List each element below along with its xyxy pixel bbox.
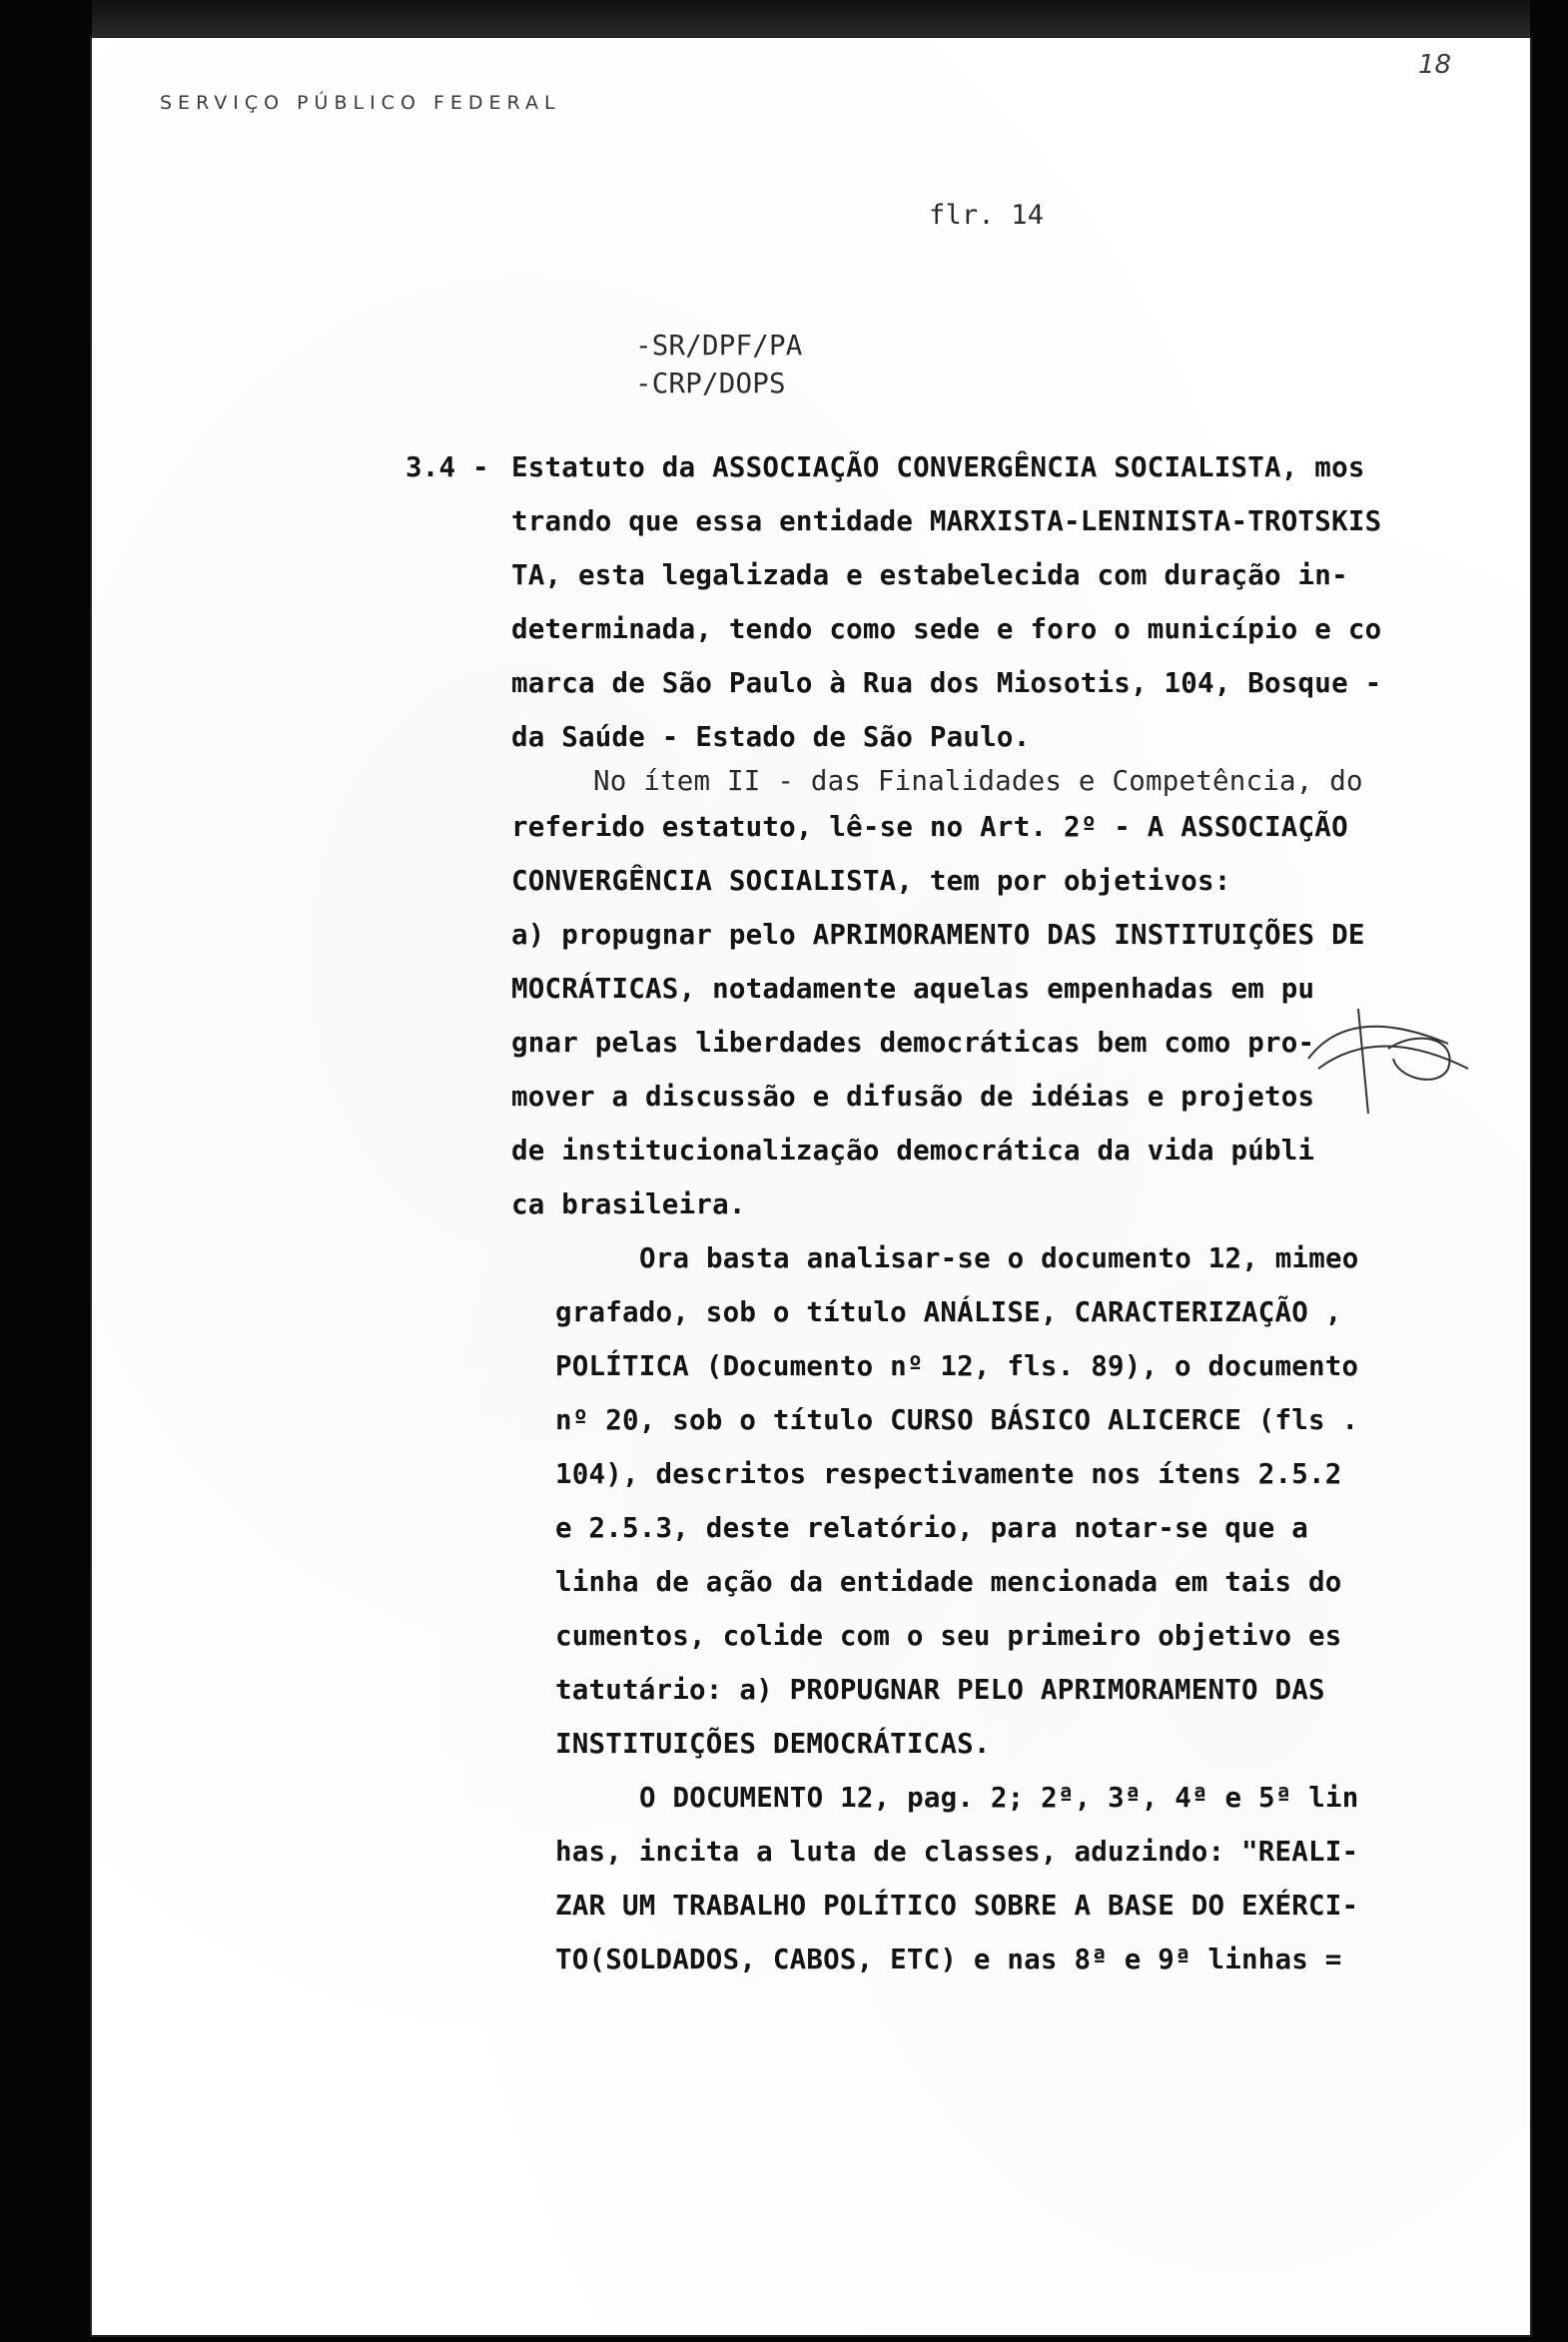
- body-line-19: nº 20, sob o título CURSO BÁSICO ALICERCE (fls .: [555, 1404, 1359, 1436]
- body-line-24: tatutário: a) PROPUGNAR PELO APRIMORAMENTO DAS: [555, 1674, 1325, 1706]
- body-line-20: 104), descritos respectivamente nos ítens 2.5.2: [555, 1458, 1342, 1490]
- body-line-17: grafado, sob o título ANÁLISE, CARACTERIZAÇÃO ,: [555, 1296, 1342, 1328]
- body-line-4: determinada, tendo como sede e foro o município e co: [511, 613, 1382, 645]
- body-line-26: O DOCUMENTO 12, pag. 2; 2ª, 3ª, 4ª e 5ª lin: [639, 1782, 1359, 1814]
- routing-line-1: -SR/DPF/PA: [635, 330, 803, 362]
- body-line-22: linha de ação da entidade mencionada em tais do: [555, 1566, 1342, 1598]
- body-line-27: has, incita a luta de classes, aduzindo: "REALI-: [555, 1836, 1359, 1868]
- body-line-1: Estatuto da ASSOCIAÇÃO CONVERGÊNCIA SOCIALISTA, mos: [511, 451, 1365, 483]
- body-line-3: TA, esta legalizada e estabelecida com duração in-: [511, 559, 1348, 591]
- body-line-18: POLÍTICA (Documento nº 12, fls. 89), o documento: [555, 1350, 1359, 1382]
- body-line-12: gnar pelas liberdades democráticas bem como pro-: [511, 1027, 1315, 1059]
- routing-line-2: -CRP/DOPS: [635, 368, 786, 399]
- body-line-25: INSTITUIÇÕES DEMOCRÁTICAS.: [555, 1728, 991, 1760]
- body-line-14: de institucionalização democrática da vida públi: [511, 1135, 1315, 1167]
- body-line-7: No ítem II - das Finalidades e Competência, do: [593, 765, 1363, 797]
- item-number: 3.4 -: [405, 451, 489, 483]
- scan-top-edge: [92, 0, 1530, 38]
- body-line-13: mover a discussão e difusão de idéias e projetos: [511, 1081, 1315, 1113]
- agency-header: SERVIÇO PÚBLICO FEDERAL: [160, 92, 561, 114]
- body-line-8: referido estatuto, lê-se no Art. 2º - A ASSOCIAÇÃO: [511, 811, 1348, 843]
- body-line-21: e 2.5.3, deste relatório, para notar-se que a: [555, 1512, 1309, 1544]
- body-line-29: TO(SOLDADOS, CABOS, ETC) e nas 8ª e 9ª linhas =: [555, 1944, 1342, 1975]
- handwritten-signature: [1298, 999, 1478, 1119]
- body-line-9: CONVERGÊNCIA SOCIALISTA, tem por objetivos:: [511, 865, 1231, 897]
- body-line-23: cumentos, colide com o seu primeiro objetivo es: [555, 1620, 1342, 1652]
- folio-number: flr. 14: [929, 200, 1045, 231]
- body-line-16: Ora basta analisar-se o documento 12, mimeo: [639, 1242, 1359, 1274]
- body-line-10: a) propugnar pelo APRIMORAMENTO DAS INSTITUIÇÕES DE: [511, 919, 1365, 951]
- body-line-28: ZAR UM TRABALHO POLÍTICO SOBRE A BASE DO EXÉRCI-: [555, 1890, 1359, 1922]
- body-line-6: da Saúde - Estado de São Paulo.: [511, 721, 1031, 753]
- body-line-2: trando que essa entidade MARXISTA-LENINISTA-TROTSKIS: [511, 505, 1382, 537]
- page-corner-number: 18: [1418, 50, 1452, 80]
- body-line-5: marca de São Paulo à Rua dos Miosotis, 104, Bosque -: [511, 667, 1382, 699]
- body-line-15: ca brasileira.: [511, 1188, 746, 1220]
- body-line-11: MOCRÁTICAS, notadamente aquelas empenhadas em pu: [511, 973, 1315, 1005]
- document-page: [92, 38, 1530, 2335]
